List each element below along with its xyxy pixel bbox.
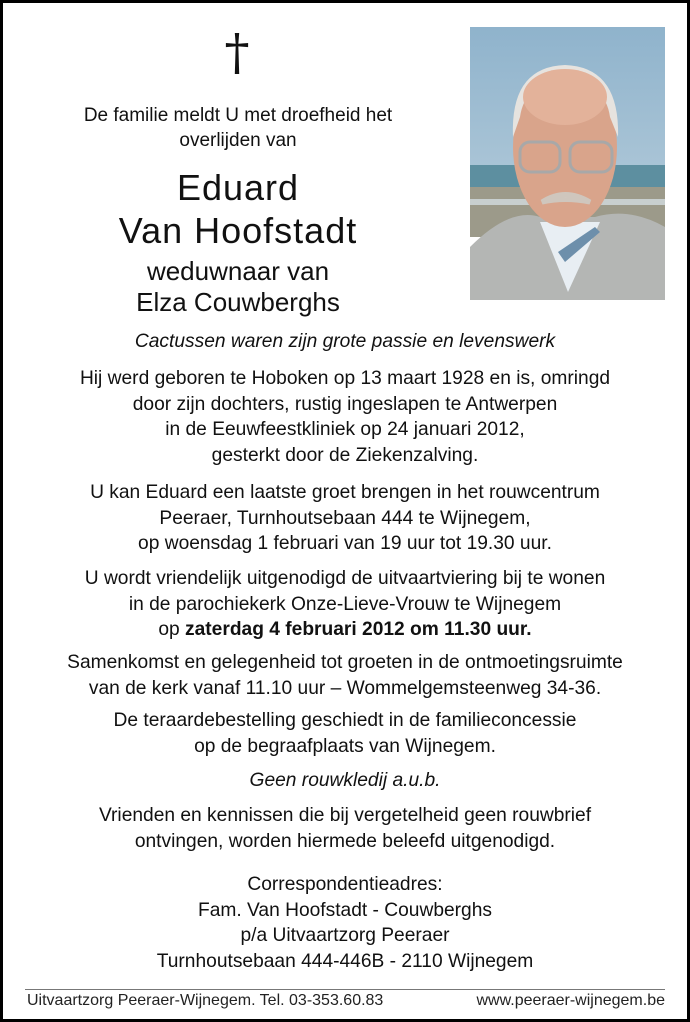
intro-text	[40, 103, 436, 153]
footer-divider	[25, 989, 665, 990]
paragraph-visit	[10, 480, 680, 557]
motto: Cactussen waren zijn grote passie en levenswerk	[134, 331, 556, 352]
footer-website: www.peeraer-wijnegem.be	[476, 992, 665, 1009]
widower-of	[40, 256, 436, 318]
text-line: op woensdag 1 februari van 19 uur tot 19.30 uur.	[138, 533, 552, 555]
correspondence-address	[10, 872, 680, 974]
text-line	[10, 617, 680, 643]
intro-line: De familie meldt U met droefheid het	[83, 105, 393, 126]
address-line: p/a Uitvaartzorg Peeraer	[240, 925, 450, 947]
paragraph-funeral	[10, 566, 680, 643]
text-line: Vrienden en kennissen die bij vergetelheid geen rouwbrief	[98, 805, 592, 826]
text-prefix: op	[158, 619, 186, 641]
paragraph-burial	[10, 708, 680, 759]
address-line: Correspondentieadres:	[247, 874, 443, 895]
text-line: U wordt vriendelijk uitgenodigd de uitvaartviering bij te wonen	[84, 568, 606, 589]
paragraph-birth	[10, 366, 680, 468]
text-line: Samenkomst en gelegenheid tot groeten in de ontmoetingsruimte	[67, 652, 623, 673]
footer-company: Uitvaartzorg Peeraer-Wijnegem. Tel. 03-353.60.83	[27, 992, 384, 1009]
text-line: U kan Eduard een laatste groet brengen in het rouwcentrum	[90, 482, 600, 503]
spouse-name: Elza Couwberghs	[136, 287, 340, 317]
text-line: in de parochiekerk Onze-Lieve-Vrouw te Wijnegem	[128, 593, 562, 615]
address-line: Turnhoutsebaan 444-446B - 2110 Wijnegem	[156, 950, 534, 972]
address-line: Fam. Van Hoofstadt - Couwberghs	[198, 899, 492, 921]
paragraph-invite	[10, 803, 680, 854]
deceased-name	[40, 166, 436, 252]
text-line: in de Eeuwfeestkliniek op 24 januari 2012,	[165, 419, 525, 441]
funeral-datetime: zaterdag 4 februari 2012 om 11.30 uur.	[185, 619, 532, 641]
cross-icon: †	[224, 23, 250, 81]
text-line: ontvingen, worden hiermede beleefd uitgenodigd.	[134, 830, 556, 852]
text-line: De teraardebestelling geschiedt in de familieconcessie	[113, 710, 577, 731]
widower-label: weduwnaar van	[146, 256, 330, 286]
dress-code: Geen rouwkledij a.u.b.	[249, 770, 441, 791]
text-line: Peeraer, Turnhoutsebaan 444 te Wijnegem,	[159, 507, 531, 529]
text-line: door zijn dochters, rustig ingeslapen te Antwerpen	[132, 393, 558, 415]
portrait-photo	[470, 27, 665, 300]
text-line: op de begraafplaats van Wijnegem.	[194, 735, 496, 757]
intro-line: overlijden van	[179, 130, 297, 151]
text-line: van de kerk vanaf 11.10 uur – Wommelgemsteenweg 34-36.	[88, 677, 602, 699]
text-line: gesterkt door de Ziekenzalving.	[211, 444, 479, 466]
last-name: Van Hoofstadt	[118, 210, 358, 251]
paragraph-gathering	[10, 650, 680, 701]
text-line: Hij werd geboren te Hoboken op 13 maart 1928 en is, omringd	[79, 368, 611, 389]
first-name: Eduard	[176, 167, 300, 208]
